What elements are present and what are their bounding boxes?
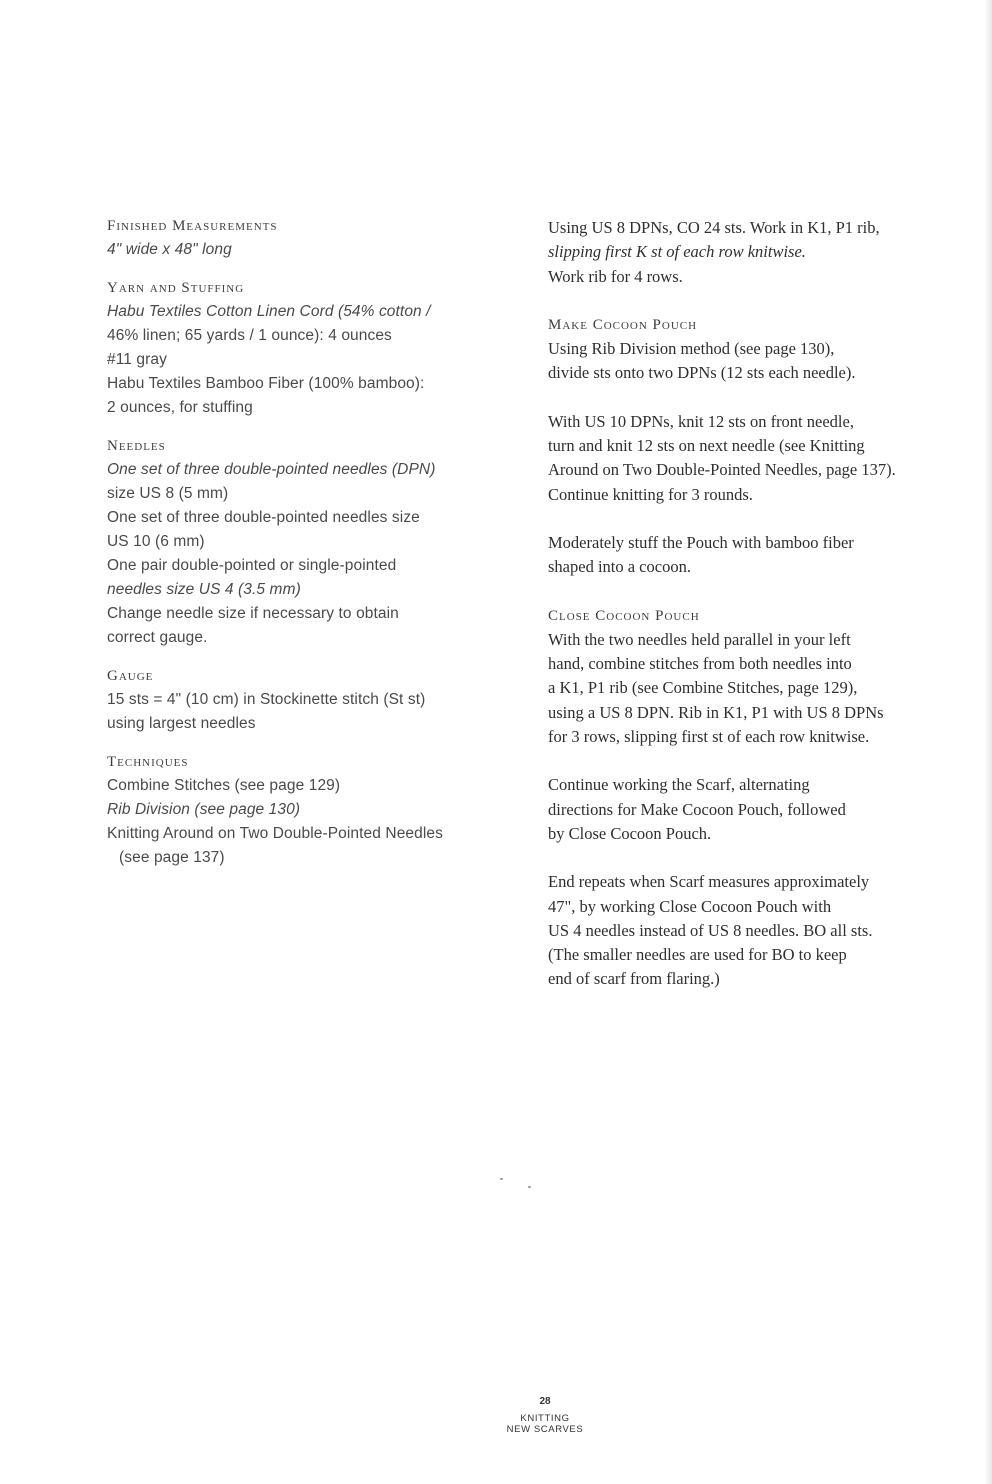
needle-line: One pair double-pointed or single-pointed (107, 557, 397, 574)
instruction-line: US 4 needles instead of US 8 needles. BO all sts. (548, 920, 873, 940)
needle-line: One set of three double-pointed needles (DPN) (107, 461, 436, 478)
instruction-line: hand, combine stitches from both needles into (548, 654, 852, 674)
gauge-section (107, 664, 487, 736)
gauge-line: 15 sts = 4" (10 cm) in Stockinette stitch (St st) (107, 691, 426, 708)
section-heading: Techniques (107, 754, 189, 770)
section-heading: Needles (107, 438, 166, 454)
instruction-line: Using Rib Division method (see page 130), (548, 339, 835, 359)
yarn-line: #11 gray (107, 351, 167, 368)
instruction-line: 47", by working Close Cocoon Pouch with (548, 896, 832, 916)
section-heading: Make Cocoon Pouch (548, 316, 698, 333)
needle-line: Change needle size if necessary to obtain (107, 605, 399, 622)
section-heading: Gauge (107, 668, 154, 684)
instruction-line: Continue knitting for 3 rounds. (548, 484, 753, 504)
instruction-line: Continue working the Scarf, alternating (548, 775, 810, 795)
stuffing-paragraph (548, 531, 988, 580)
techniques-section (107, 750, 487, 870)
yarn-line: Habu Textiles Bamboo Fiber (100% bamboo): (107, 375, 425, 392)
technique-line: (see page 137) (119, 849, 225, 866)
materials-column (107, 214, 487, 884)
instruction-line: for 3 rows, slipping first st of each row knitwise. (548, 727, 870, 747)
instruction-line: Around on Two Double-Pointed Needles, page 137). (548, 460, 896, 480)
instructions-column (548, 216, 988, 1016)
instruction-line: divide sts onto two DPNs (12 sts each needle). (548, 363, 856, 383)
section-heading: Close Cocoon Pouch (548, 607, 700, 624)
instruction-line: turn and knit 12 sts on next needle (see Knitting (548, 436, 865, 456)
make-cocoon-pouch-section (548, 313, 988, 386)
needle-line: needles size US 4 (3.5 mm) (107, 581, 301, 598)
page-footer (500, 1396, 590, 1435)
instruction-line: Using US 8 DPNs, CO 24 sts. Work in K1, P1 rib, (548, 218, 880, 237)
instruction-line: With the two needles held parallel in your left (548, 629, 851, 649)
yarn-section (107, 276, 487, 420)
instruction-line: Moderately stuff the Pouch with bamboo fiber (548, 532, 854, 552)
needles-section (107, 434, 487, 650)
instruction-line: a K1, P1 rib (see Combine Stitches, page 129), (548, 678, 858, 698)
close-cocoon-pouch-section (548, 604, 988, 750)
book-title-line: NEW SCARVES (506, 1424, 584, 1435)
yarn-line: 2 ounces, for stuffing (107, 399, 253, 416)
knit-rounds-paragraph (548, 410, 988, 507)
instruction-line: directions for Make Cocoon Pouch, followed (548, 799, 846, 819)
measurement-line: 4" wide x 48" long (107, 241, 232, 258)
instruction-line: End repeats when Scarf measures approximately (548, 872, 870, 892)
instruction-line: using a US 8 DPN. Rib in K1, P1 with US 8 DPNs (548, 702, 884, 722)
scan-speck (500, 1178, 503, 1180)
section-heading: Finished Measurements (107, 218, 278, 234)
instruction-line: by Close Cocoon Pouch. (548, 823, 712, 843)
yarn-line: Habu Textiles Cotton Linen Cord (54% cotton / (107, 303, 431, 320)
book-title-line: KNITTING (520, 1413, 570, 1424)
instruction-line: Work rib for 4 rows. (548, 266, 683, 286)
needle-line: size US 8 (5 mm) (107, 485, 229, 502)
finished-measurements-section (107, 214, 487, 262)
technique-line: Combine Stitches (see page 129) (107, 777, 341, 794)
instruction-line: shaped into a cocoon. (548, 557, 691, 577)
technique-line: Knitting Around on Two Double-Pointed Needles (107, 825, 443, 842)
page-number: 28 (539, 1396, 551, 1407)
technique-line: Rib Division (see page 130) (107, 801, 301, 818)
needle-line: US 10 (6 mm) (107, 533, 205, 550)
yarn-line: 46% linen; 65 yards / 1 ounce): 4 ounces (107, 327, 392, 344)
instruction-line: (The smaller needles are used for BO to keep (548, 945, 847, 965)
section-heading: Yarn and Stuffing (107, 280, 245, 296)
instruction-line: slipping first K st of each row knitwise. (548, 242, 806, 262)
gauge-line: using largest needles (107, 715, 256, 732)
cast-on-paragraph (548, 216, 988, 289)
needle-line: One set of three double-pointed needles size (107, 509, 420, 526)
needle-line: correct gauge. (107, 629, 208, 646)
finish-paragraph (548, 870, 988, 991)
instruction-line: end of scarf from flaring.) (548, 969, 720, 989)
scan-speck (528, 1186, 531, 1188)
instruction-line: With US 10 DPNs, knit 12 sts on front needle, (548, 411, 854, 431)
alternate-paragraph (548, 773, 988, 846)
